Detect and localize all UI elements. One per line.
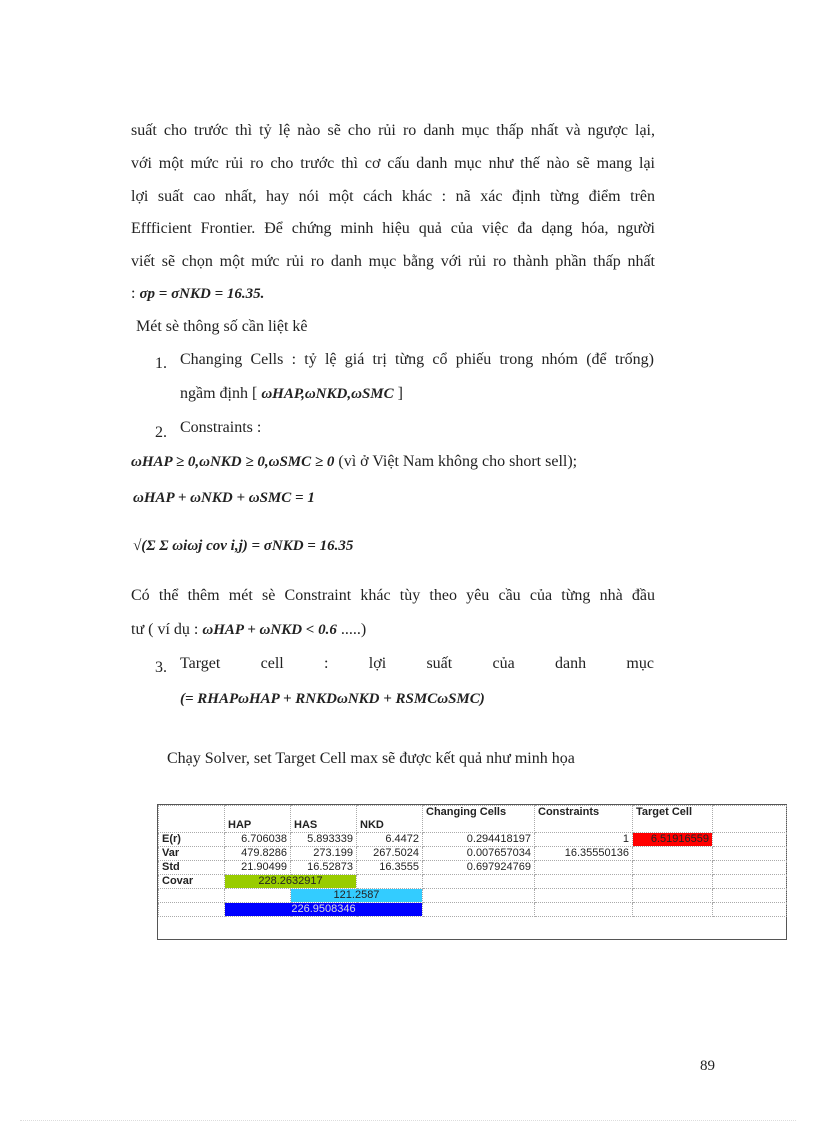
item-3-word: lợi bbox=[368, 655, 387, 672]
cell[interactable]: 5.893339 bbox=[291, 833, 357, 847]
header-has[interactable]: HAS bbox=[291, 806, 357, 833]
cell[interactable]: 6.4472 bbox=[357, 833, 423, 847]
cell[interactable] bbox=[633, 875, 713, 889]
cell[interactable] bbox=[159, 903, 225, 917]
cell[interactable] bbox=[357, 875, 423, 889]
header-constraints[interactable]: Constraints bbox=[535, 806, 633, 833]
footer-divider bbox=[20, 1120, 796, 1121]
table-row bbox=[159, 903, 787, 917]
cell[interactable] bbox=[159, 889, 225, 903]
cell[interactable] bbox=[225, 889, 291, 903]
sigma-formula: σp = σNKD = 16.35. bbox=[139, 286, 265, 302]
target-cell-value[interactable]: 6.51916559 bbox=[633, 833, 713, 847]
cell[interactable]: 0.294418197 bbox=[423, 833, 535, 847]
table-row bbox=[159, 847, 787, 861]
empty-cell[interactable] bbox=[713, 847, 787, 861]
cell[interactable] bbox=[423, 889, 535, 903]
constraint-3-math: √(Σ Σ ωiωj cov i,j) = σNKD = 16.35 bbox=[133, 538, 354, 554]
constraint-2-math: ωHAP + ωNKD + ωSMC = 1 bbox=[133, 490, 315, 506]
more2-prefix: tư ( ví dụ : bbox=[131, 621, 199, 638]
item-1-text: Changing Cells : tỷ lệ giá trị từng cổ phiếu trong nhóm (để trống) bbox=[180, 351, 654, 368]
table-row bbox=[159, 889, 787, 903]
empty-cell[interactable] bbox=[713, 806, 787, 833]
cell[interactable]: 1 bbox=[535, 833, 633, 847]
cell[interactable] bbox=[535, 889, 633, 903]
header-row bbox=[159, 806, 787, 833]
constraint-more-2 bbox=[131, 621, 366, 639]
cell[interactable] bbox=[633, 847, 713, 861]
table-row bbox=[159, 875, 787, 889]
cell[interactable]: 0.007657034 bbox=[423, 847, 535, 861]
item-3-word: của bbox=[492, 655, 515, 672]
cell[interactable] bbox=[423, 875, 535, 889]
cell[interactable] bbox=[423, 903, 535, 917]
constraint-1-math: ωHAP ≥ 0,ωNKD ≥ 0,ωSMC ≥ 0 bbox=[131, 454, 335, 470]
item-2-text: Constraints : bbox=[180, 419, 262, 436]
cell[interactable]: 6.706038 bbox=[225, 833, 291, 847]
item-1-number: 1. bbox=[155, 355, 167, 372]
cell[interactable]: 0.697924769 bbox=[423, 861, 535, 875]
cell[interactable]: 21.90499 bbox=[225, 861, 291, 875]
cell[interactable]: 16.3555 bbox=[357, 861, 423, 875]
covar-cell-2[interactable]: 121.2587 bbox=[291, 889, 423, 903]
cell[interactable] bbox=[535, 861, 633, 875]
cell[interactable] bbox=[633, 903, 713, 917]
intro-text: Mét sè thông số cần liệt kê bbox=[136, 318, 308, 335]
row-label[interactable]: E(r) bbox=[159, 833, 225, 847]
item-1-text2: ngầm định [ bbox=[180, 385, 258, 402]
table-row bbox=[159, 833, 787, 847]
cell[interactable]: 16.52873 bbox=[291, 861, 357, 875]
item-1-line2 bbox=[180, 385, 403, 403]
paragraph-line-2: với một mức rủi ro cho trước thì cơ cấu danh mục như thế nào sẽ mang lại bbox=[131, 155, 655, 172]
cell[interactable] bbox=[535, 903, 633, 917]
item-3-number: 3. bbox=[155, 659, 167, 676]
row-label[interactable]: Var bbox=[159, 847, 225, 861]
covar-cell-1[interactable]: 228.2632917 bbox=[225, 875, 357, 889]
table-row bbox=[159, 861, 787, 875]
covar-cell-3[interactable]: 226.9508346 bbox=[225, 903, 423, 917]
empty-cell[interactable] bbox=[713, 833, 787, 847]
paragraph-line-3: lợi suất cao nhất, hay nói một cách khác : nã xác định từng điểm trên bbox=[131, 188, 655, 205]
page-number: 89 bbox=[700, 1058, 715, 1074]
cell[interactable]: 479.8286 bbox=[225, 847, 291, 861]
paragraph-line-5: viết sẽ chọn một mức rủi ro danh mục bằng với rủi ro thành phần thấp nhất bbox=[131, 253, 655, 270]
header-changing-cells[interactable]: Changing Cells bbox=[423, 806, 535, 833]
weights-formula: ωHAP,ωNKD,ωSMC bbox=[261, 386, 394, 402]
target-formula: (= RHAPωHAP + RNKDωNKD + RSMCωSMC) bbox=[180, 691, 485, 707]
constraint-1 bbox=[131, 453, 577, 471]
header-hap[interactable]: HAP bbox=[225, 806, 291, 833]
constraint-1-text: (vì ở Việt Nam không cho short sell); bbox=[338, 453, 578, 470]
item-1-close: ] bbox=[397, 385, 403, 402]
paragraph-line-4: Effficient Frontier. Để chứng minh hiệu quả của việc đa dạng hóa, người bbox=[131, 220, 655, 237]
solver-spreadsheet bbox=[157, 804, 787, 940]
header-nkd[interactable]: NKD bbox=[357, 806, 423, 833]
item-3-word: cell bbox=[260, 655, 284, 672]
constraint-value[interactable]: 16.35550136 bbox=[535, 847, 633, 861]
item-3-word: suất bbox=[426, 655, 453, 672]
cell[interactable]: 267.5024 bbox=[357, 847, 423, 861]
header-cell[interactable] bbox=[159, 806, 225, 833]
more2-suffix: .....) bbox=[340, 621, 367, 638]
row-label[interactable]: Std bbox=[159, 861, 225, 875]
empty-cell[interactable] bbox=[713, 875, 787, 889]
item-3-word: : bbox=[324, 655, 329, 672]
cell[interactable] bbox=[633, 889, 713, 903]
empty-cell[interactable] bbox=[713, 861, 787, 875]
item-3-word: mục bbox=[626, 655, 654, 672]
more2-math: ωHAP + ωNKD < 0.6 bbox=[202, 622, 337, 638]
paragraph-line-1: suất cho trước thì tỷ lệ nào sẽ cho rủi ro danh mục thấp nhất và ngược lại, bbox=[131, 122, 655, 139]
line6-prefix: : bbox=[131, 285, 136, 302]
header-target-cell[interactable]: Target Cell bbox=[633, 806, 713, 833]
cell[interactable] bbox=[535, 875, 633, 889]
item-3-word: Target bbox=[180, 655, 221, 672]
item-2-number: 2. bbox=[155, 424, 167, 441]
cell[interactable] bbox=[633, 861, 713, 875]
constraint-more-1: Có thể thêm mét sè Constraint khác tùy theo yêu cầu của từng nhà đầu bbox=[131, 587, 655, 604]
item-3-word: danh bbox=[555, 655, 587, 672]
item-3-text bbox=[180, 655, 654, 673]
paragraph-line-6 bbox=[131, 285, 264, 303]
cell[interactable]: 273.199 bbox=[291, 847, 357, 861]
solver-text: Chạy Solver, set Target Cell max sẽ được kết quả như minh họa bbox=[167, 750, 575, 767]
row-label[interactable]: Covar bbox=[159, 875, 225, 889]
empty-cell[interactable] bbox=[713, 903, 787, 917]
empty-cell[interactable] bbox=[713, 889, 787, 903]
